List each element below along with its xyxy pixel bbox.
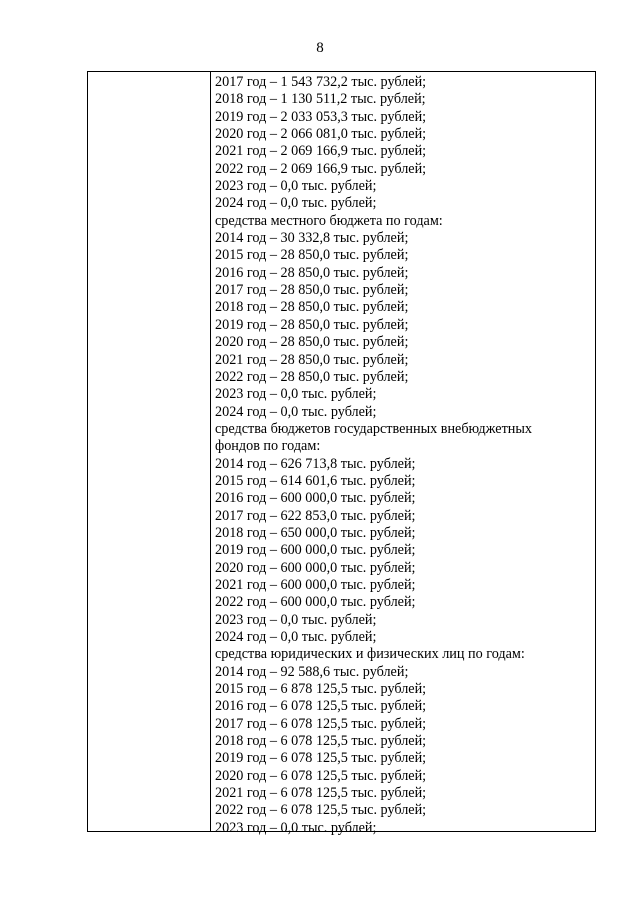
text-line: 2020 год – 6 078 125,5 тыс. рублей;	[215, 767, 427, 784]
text-line: 2016 год – 6 078 125,5 тыс. рублей;	[215, 698, 427, 715]
text-line: 2015 год – 28 850,0 тыс. рублей;	[215, 247, 409, 264]
text-line: 2021 год – 600 000,0 тыс. рублей;	[215, 576, 416, 593]
text-line: 2023 год – 0,0 тыс. рублей;	[215, 386, 377, 403]
text-line: 2024 год – 0,0 тыс. рублей;	[215, 195, 377, 212]
text-line: 2019 год – 28 850,0 тыс. рублей;	[215, 316, 409, 333]
text-line: 2015 год – 614 601,6 тыс. рублей;	[215, 472, 416, 489]
text-line: 2019 год – 6 078 125,5 тыс. рублей;	[215, 750, 427, 767]
text-line: 2014 год – 626 713,8 тыс. рублей;	[215, 455, 416, 472]
text-line: 2015 год – 6 878 125,5 тыс. рублей;	[215, 681, 427, 698]
text-line: 2020 год – 28 850,0 тыс. рублей;	[215, 334, 409, 351]
text-line: 2022 год – 600 000,0 тыс. рублей;	[215, 594, 416, 611]
text-line: 2021 год – 6 078 125,5 тыс. рублей;	[215, 785, 427, 802]
text-line: средства местного бюджета по годам:	[215, 212, 443, 229]
text-line: фондов по годам:	[215, 438, 321, 455]
text-line: 2024 год – 0,0 тыс. рублей;	[215, 403, 377, 420]
text-line: 2024 год – 0,0 тыс. рублей;	[215, 629, 377, 645]
text-line: 2014 год – 30 332,8 тыс. рублей;	[215, 230, 409, 247]
text-line: 2018 год – 28 850,0 тыс. рублей;	[215, 299, 409, 316]
text-line: 2017 год – 1 543 732,2 тыс. рублей;	[215, 74, 427, 90]
text-line: 2019 год – 2 033 053,3 тыс. рублей;	[215, 108, 427, 125]
text-line: 2016 год – 28 850,0 тыс. рублей;	[215, 264, 409, 281]
text-line: 2020 год – 600 000,0 тыс. рублей;	[215, 559, 416, 576]
text-line: средства бюджетов государственных внебюджетных	[215, 420, 532, 437]
text-line: 2023 год – 0,0 тыс. рублей;	[215, 611, 377, 628]
text-line: 2017 год – 6 078 125,5 тыс. рублей;	[215, 715, 427, 732]
text-line: 2022 год – 2 069 166,9 тыс. рублей;	[215, 160, 427, 177]
text-line: 2018 год – 650 000,0 тыс. рублей;	[215, 524, 416, 541]
text-line: 2022 год – 6 078 125,5 тыс. рублей;	[215, 802, 427, 819]
text-line: 2014 год – 92 588,6 тыс. рублей;	[215, 663, 409, 680]
page-number: 8	[316, 40, 324, 56]
funding-table	[87, 71, 596, 836]
table-left-cell	[88, 72, 211, 831]
table-right-cell	[211, 72, 595, 836]
text-line: 2019 год – 600 000,0 тыс. рублей;	[215, 542, 416, 559]
text-line: 2016 год – 600 000,0 тыс. рублей;	[215, 490, 416, 507]
text-line: 2023 год – 0,0 тыс. рублей;	[215, 178, 377, 195]
text-line: 2023 год – 0,0 тыс. рублей;	[215, 819, 377, 836]
text-line: 2021 год – 28 850,0 тыс. рублей;	[215, 351, 409, 368]
text-line: 2018 год – 1 130 511,2 тыс. рублей;	[215, 91, 426, 108]
text-line: средства юридических и физических лиц по годам:	[215, 646, 525, 663]
text-line: 2021 год – 2 069 166,9 тыс. рублей;	[215, 143, 427, 160]
text-line: 2017 год – 28 850,0 тыс. рублей;	[215, 282, 409, 299]
text-line: 2018 год – 6 078 125,5 тыс. рублей;	[215, 733, 427, 750]
text-line: 2017 год – 622 853,0 тыс. рублей;	[215, 507, 416, 524]
text-line: 2020 год – 2 066 081,0 тыс. рублей;	[215, 126, 427, 143]
text-line: 2022 год – 28 850,0 тыс. рублей;	[215, 368, 409, 385]
